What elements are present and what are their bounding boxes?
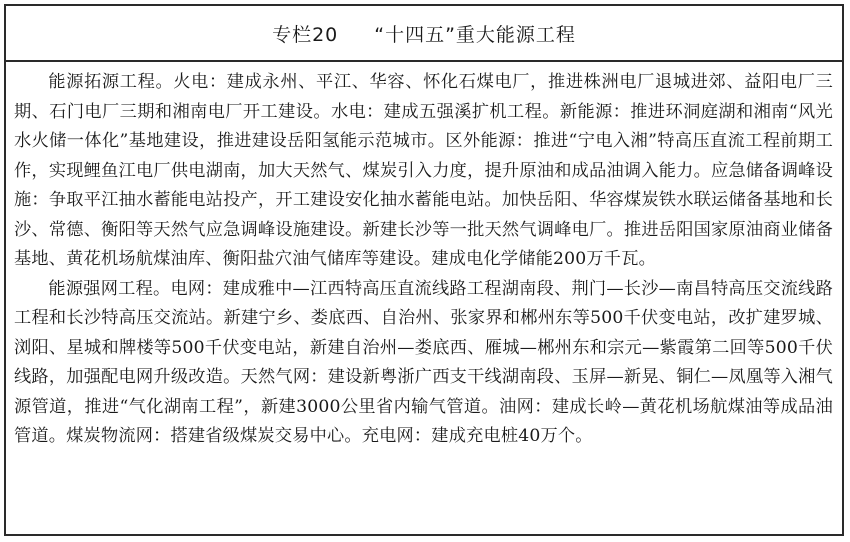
paragraph-energy-source-expansion: 能源拓源工程。火电：建成永州、平江、华容、怀化石煤电厂，推进株洲电厂退城进郊、益阳电厂三期、石门电厂三期和湘南电厂开工建设。水电：建成五强溪扩机工程。新能源：推进环洞庭湖和湘南“风光水火储一体化”基地建设，推进建设岳阳氢能示范城市。区外能源：推进“宁电入湘”特高压直流工程前期工作，实现鲤鱼江电厂供电湖南，加大天然气、煤炭引入力度，提升原油和成品油调入能力。应急储备调峰设施：争取平江抽水蓄能电站投产，开工建设安化抽水蓄能电站。加快岳阳、华容煤炭铁水联运储备基地和长沙、常德、衡阳等天然气应急调峰设施建设。新建长沙等一批天然气调峰电厂。推进岳阳国家原油商业储备基地、黄花机场航煤油库、衡阳盐穴油气储库等建设。建成电化学储能200万千瓦。 bbox=[14, 72, 833, 269]
column-heading: “十四五”重大能源工程 bbox=[374, 23, 576, 46]
column-body bbox=[6, 62, 842, 452]
column-number: 专栏20 bbox=[272, 23, 339, 46]
column-title bbox=[6, 6, 842, 62]
column-box bbox=[4, 4, 844, 536]
paragraph-energy-grid-strengthening: 能源强网工程。电网：建成雅中—江西特高压直流线路工程湖南段、荆门—长沙—南昌特高压交流线路工程和长沙特高压交流站。新建宁乡、娄底西、自治州、张家界和郴州东等500千伏变电站，改扩建罗城、浏阳、星城和牌楼等500千伏变电站，新建自治州—娄底西、雁城—郴州东和宗元—紫霞第二回等500千伏线路，加强配电网升级改造。天然气网：建设新粤浙广西支干线湖南段、玉屏—新晃、铜仁—凤凰等入湘气源管道，推进“气化湖南工程”，新建3000公里省内输气管道。油网：建成长岭—黄花机场航煤油等成品油管道。煤炭物流网：搭建省级煤炭交易中心。充电网：建成充电桩40万个。 bbox=[14, 278, 833, 446]
